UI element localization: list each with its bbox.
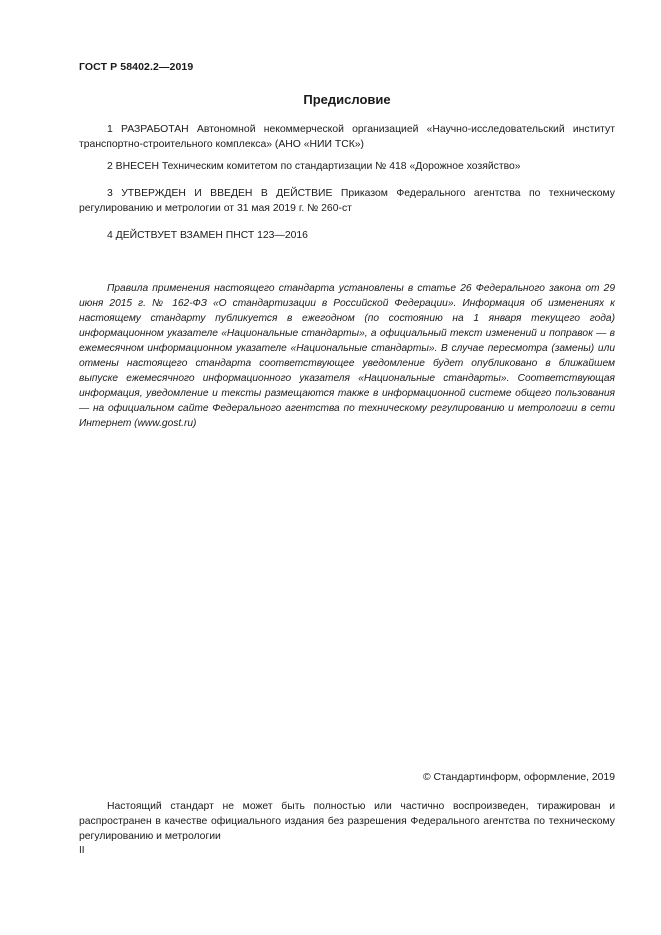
foreword-item-3: 3 УТВЕРЖДЕН И ВВЕДЕН В ДЕЙСТВИЕ Приказом Федерального агентства по техническому регулированию и метрологии от 31 мая 2019 г. № 260-ст (79, 188, 615, 214)
reproduction-notice: Настоящий стандарт не может быть полностью или частично воспроизведен, тиражирован и распространен в качестве официального издания без разрешения Федерального агентства по техническому регулированию и метрологии (79, 801, 615, 842)
copyright-line: © Стандартинформ, оформление, 2019 (422, 772, 615, 783)
foreword-item-1: 1 РАЗРАБОТАН Автономной некоммерческой организацией «Научно-исследовательский институт транспортно-строительного комплекса» (АНО «НИИ ТСК») (79, 124, 615, 150)
page-number: II (79, 845, 85, 856)
section-title: Предисловие (303, 92, 391, 107)
foreword-item-4: 4 ДЕЙСТВУЕТ ВЗАМЕН ПНСТ 123—2016 (107, 230, 308, 241)
document-id: ГОСТ Р 58402.2—2019 (79, 61, 194, 73)
rules-paragraph: Правила применения настоящего стандарта установлены в статье 26 Федерального закона от 29 июня 2015 г. № 162-ФЗ «О стандартизации в Российской Федерации». Информация об изменениях к настоящему стандарту публикуется в ежегодном (по состоянию на 1 января текущего года) информационном указателе «Национальные стандарты», а официальный текст изменений и поправок — в ежемесячном информационном указателе «Национальные стандарты». В случае пересмотра (замены) или отмены настоящего стандарта соответствующее уведомление будет опубликовано в ближайшем выпуске ежемесячного информационного указателя «Национальные стандарты». Соответствующая информация, уведомление и тексты размещаются также в информационной системе общего пользования — на официальном сайте Федерального агентства по техническому регулированию и метрологии в сети Интернет (www.gost.ru) (79, 283, 615, 429)
foreword-item-2: 2 ВНЕСЕН Техническим комитетом по стандартизации № 418 «Дорожное хозяйство» (107, 161, 521, 172)
